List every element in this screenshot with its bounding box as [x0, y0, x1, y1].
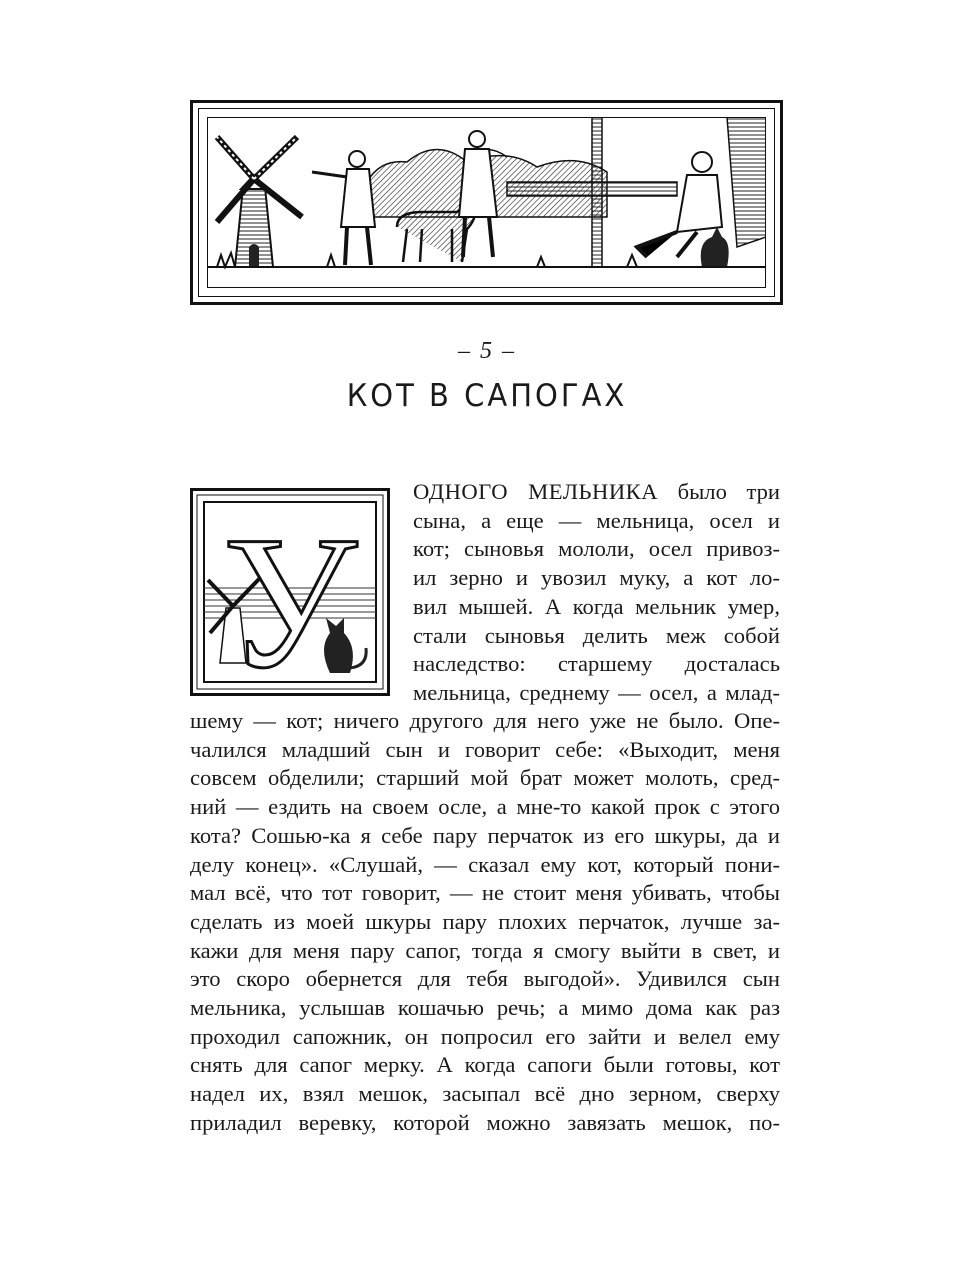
text-line: сына, а еще — мельница, осел и — [413, 507, 780, 533]
header-illustration-frame — [190, 100, 783, 305]
text-line: это скоро обернется для тебя выгодой». Удивился сын — [190, 966, 780, 992]
text-line: кажи для меня пару сапог, тогда я смогу выйти в свет, и — [190, 937, 780, 963]
text-line: наследство: старшему досталась — [413, 651, 780, 677]
lead-caps: ОДНОГО МЕЛЬНИКА — [413, 479, 659, 504]
text-line: вил мышей. А когда мельник умер, — [413, 593, 780, 619]
text-line: шему — кот; ничего другого для него уже не было. Опе- — [190, 708, 780, 733]
chapter-title: КОТ В САПОГАХ — [346, 376, 628, 414]
text-line: стали сыновья делить меж собой — [413, 622, 780, 648]
text-line: кот; сыновья мололи, осел привоз- — [413, 536, 780, 562]
text-line: надел их, взял мешок, засыпал всё дно зерном, сверху — [190, 1081, 780, 1107]
text-line: делу конец». «Слушай, — сказал ему кот, который пони- — [190, 851, 780, 877]
text-line: мельница, среднему — осел, а млад- — [413, 679, 780, 705]
body-text-main — [190, 707, 780, 1138]
text-line: мал всё, что тот говорит, — не стоит меня убивать, чтобы — [190, 880, 780, 906]
text-line: снять для сапог мерку. А когда сапоги были готовы, кот — [190, 1052, 780, 1078]
text-line: совсем обделили; старший мой брат может молоть, сред- — [190, 765, 780, 791]
text-line: приладил веревку, которой можно завязать мешок, по- — [190, 1109, 780, 1135]
text-line: мельника, услышав кошачью речь; а мимо дома как раз — [190, 995, 780, 1021]
text-line: ний — ездить на своем осле, а мне-то какой прок с этого — [190, 794, 780, 820]
text-line — [413, 478, 780, 507]
page-number: – 5 – — [458, 338, 516, 364]
text-line: сделать из моей шкуры пару плохих перчаток, лучше за- — [190, 908, 780, 934]
text-line: проходил сапожник, он попросил его зайти и велел ему — [190, 1023, 780, 1049]
body-text-beside-dropcap — [413, 478, 780, 708]
text-line: чалился младший сын и говорит себе: «Выходит, меня — [190, 736, 780, 762]
dropcap-letter: У — [222, 498, 358, 696]
dropcap-illustration — [190, 488, 390, 696]
text-line-fragment: было три — [658, 479, 780, 504]
header-illustration — [207, 117, 766, 288]
text-line: ил зерно и увозил муку, а кот ло- — [413, 565, 780, 591]
text-line: кота? Сошью-ка я себе пару перчаток из его шкуры, да и — [190, 822, 780, 848]
